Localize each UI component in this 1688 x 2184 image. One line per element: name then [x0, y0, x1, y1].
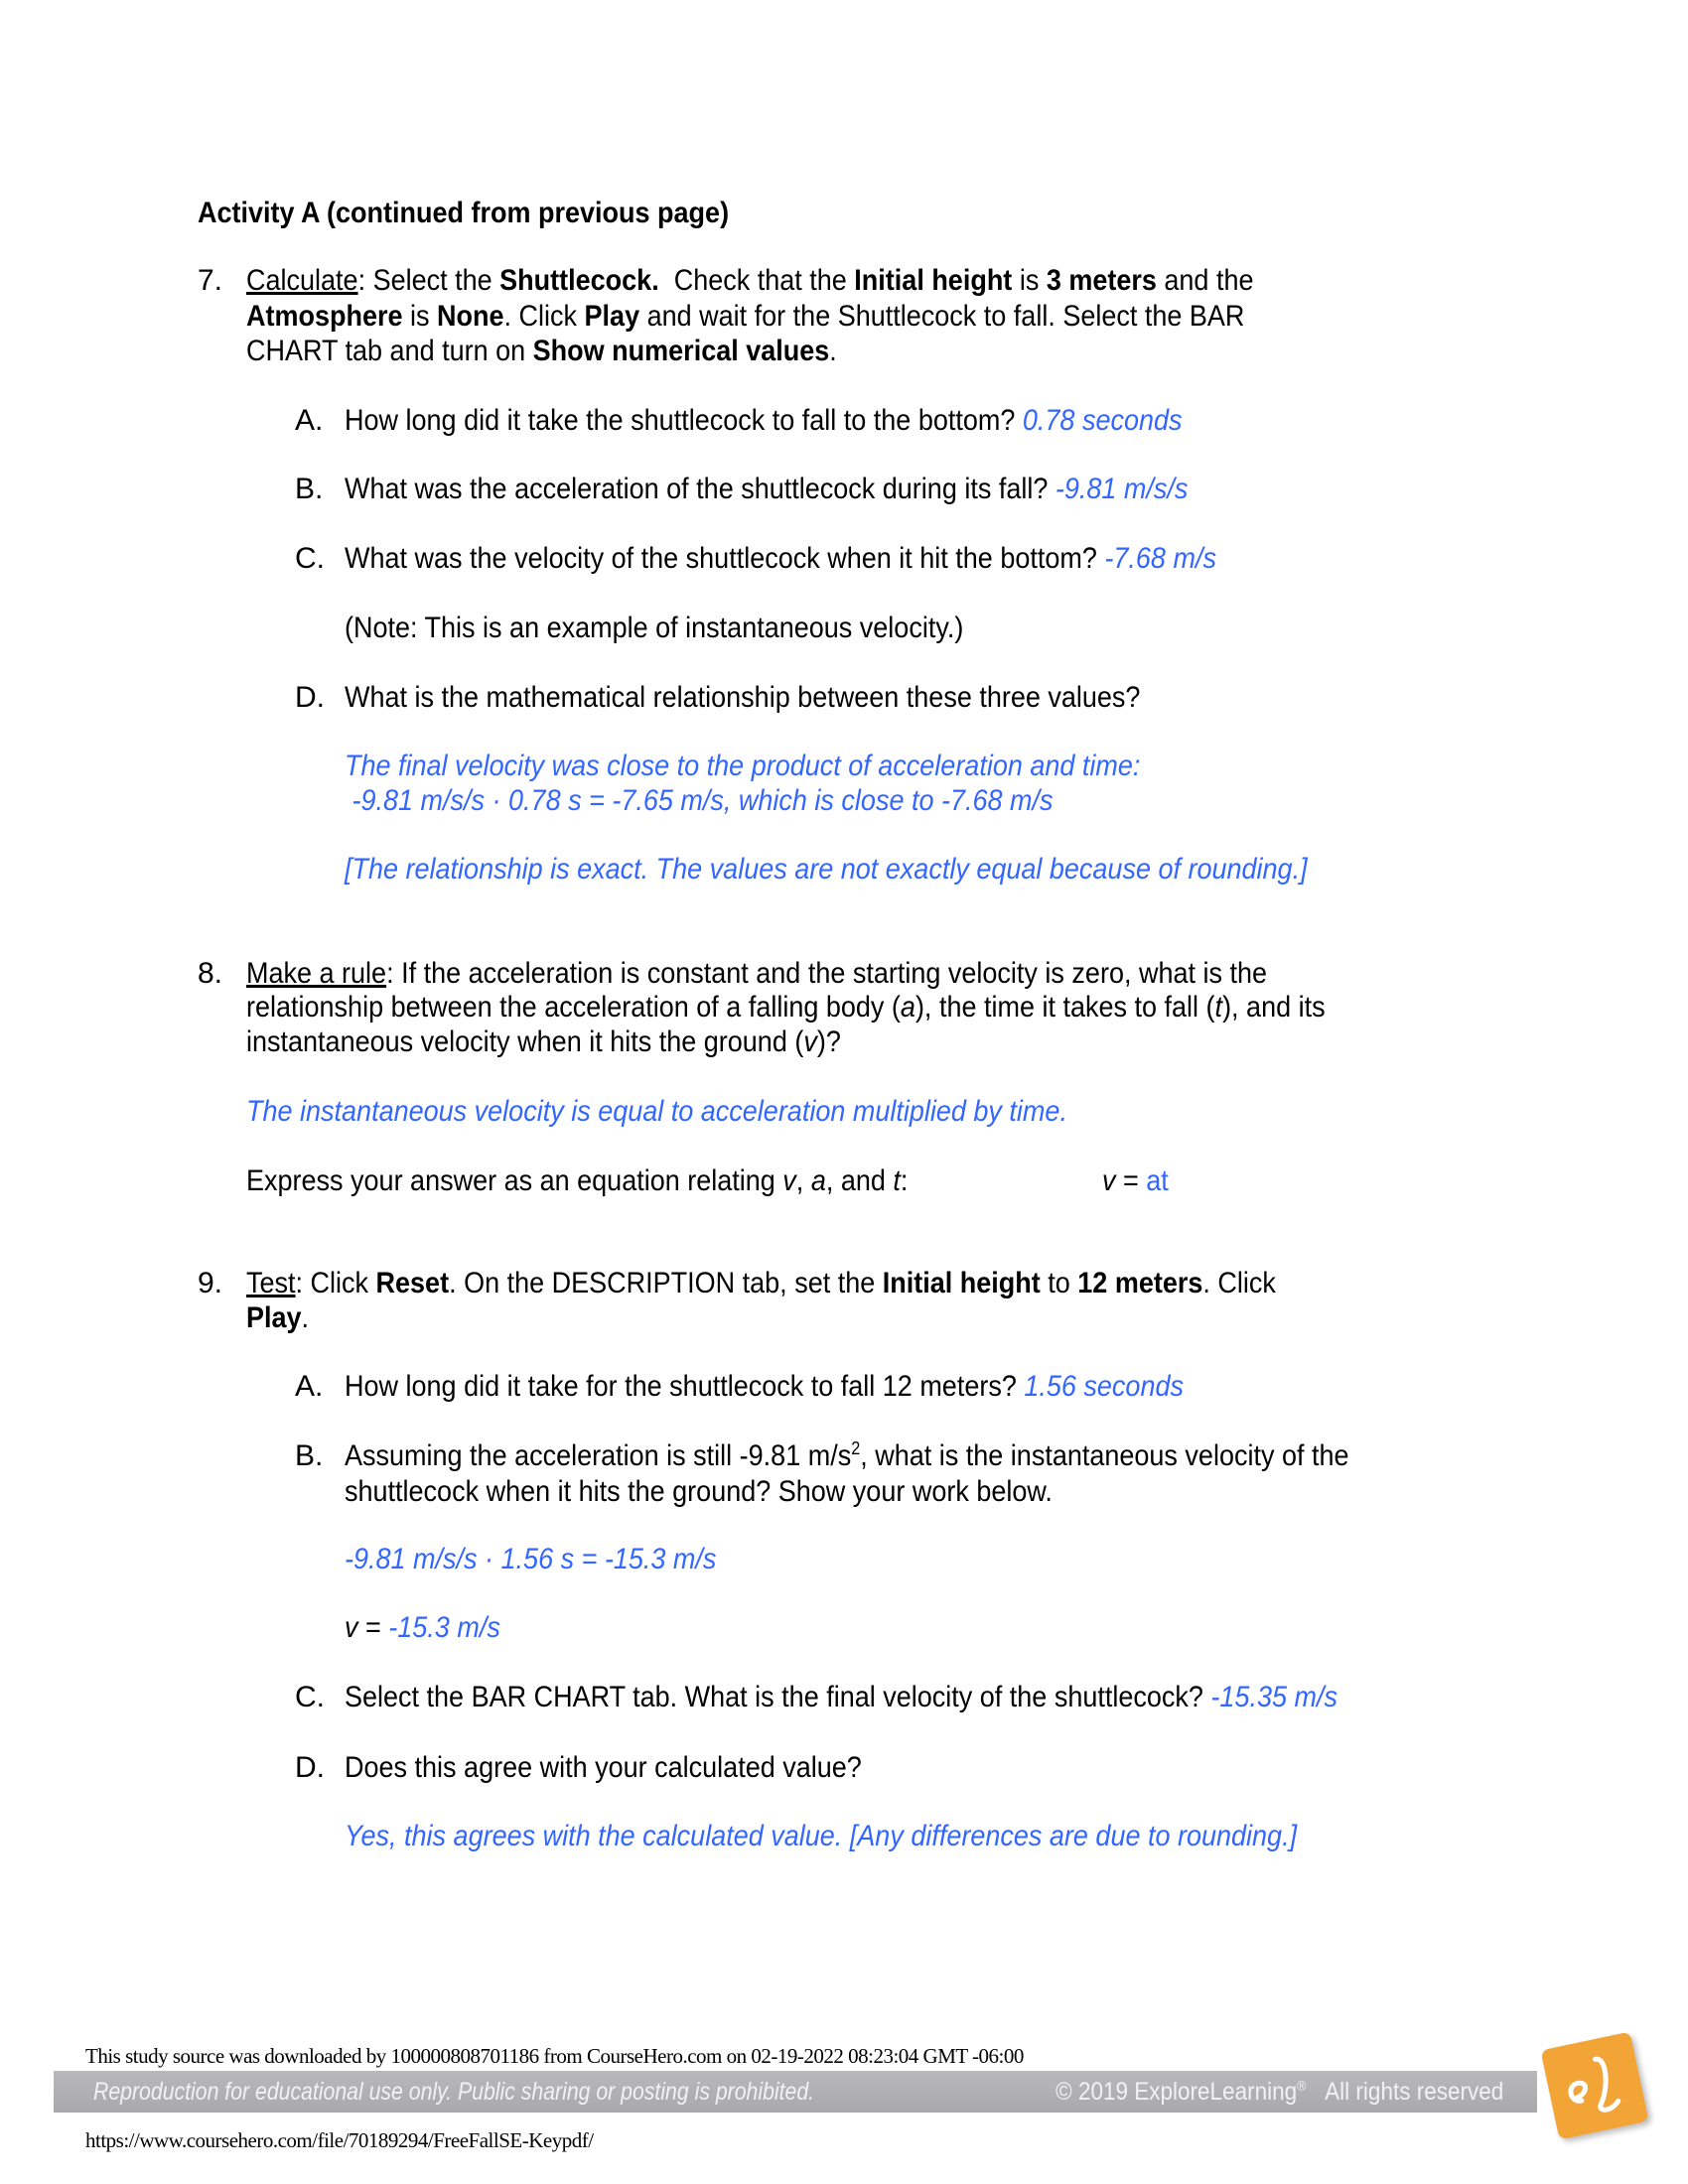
answer: 0.78 seconds — [1022, 404, 1183, 437]
answer: The final velocity was close to the product of acceleration and time: — [345, 750, 1141, 782]
q8-line2: relationship between the acceleration of a falling body (a), the time it takes to fall (t), and its — [246, 991, 1326, 1024]
page-heading: Activity A (continued from previous page) — [198, 197, 730, 229]
sub-letter: B. — [295, 473, 324, 505]
q9b-line2: shuttlecock when it hits the ground? Show your work below. — [345, 1475, 1053, 1508]
explorelearning-logo — [1540, 2031, 1648, 2139]
q9-line1: Test: Click Reset. On the DESCRIPTION tab, set the Initial height to 12 meters. Click — [246, 1267, 1276, 1299]
q9d: Does this agree with your calculated value? — [345, 1751, 862, 1784]
question-number: 7. — [198, 264, 223, 297]
sub-letter: B. — [295, 1439, 324, 1472]
sub-letter: D. — [295, 1751, 325, 1784]
q9-line2: Play. — [246, 1301, 310, 1334]
q9b-result: v = -15.3 m/s — [345, 1611, 500, 1644]
q9a: How long did it take for the shuttlecock to fall 12 meters? 1.56 seconds — [345, 1370, 1184, 1403]
q7-line1: Calculate: Select the Shuttlecock. Check that the Initial height is 3 meters and the — [246, 264, 1254, 297]
answer: -9.81 m/s/s · 1.56 s = -15.3 m/s — [345, 1543, 717, 1575]
q8-express: Express your answer as an equation relating v, a, and t: — [246, 1164, 909, 1197]
sub-letter: D. — [295, 681, 325, 714]
question-number: 8. — [198, 957, 223, 990]
q7c-note: (Note: This is an example of instantaneous velocity.) — [345, 612, 964, 644]
q7-line2: Atmosphere is None. Click Play and wait for the Shuttlecock to fall. Select the BAR — [246, 300, 1245, 333]
q7-line3: CHART tab and turn on Show numerical values. — [246, 335, 837, 367]
sub-letter: C. — [295, 1681, 325, 1713]
q9c: Select the BAR CHART tab. What is the final velocity of the shuttlecock? -15.35 m/s — [345, 1681, 1337, 1713]
q9b-line1: Assuming the acceleration is still -9.81 $m/s^2$, what is the instantaneous velocity of the — [345, 1438, 1349, 1472]
answer: -9.81 m/s/s · 0.78 s = -7.65 m/s, which is close to -7.68 m/s — [345, 784, 1054, 817]
copyright-bar — [54, 2071, 1537, 2113]
answer: -9.81 m/s/s — [1055, 473, 1189, 505]
q7c: What was the velocity of the shuttlecock when it hit the bottom? -7.68 m/s — [345, 542, 1216, 575]
answer: -15.35 m/s — [1210, 1681, 1337, 1713]
sub-letter: A. — [295, 1370, 324, 1403]
q7d: What is the mathematical relationship between these three values? — [345, 681, 1141, 714]
answer: Yes, this agrees with the calculated value. [Any differences are due to rounding.] — [345, 1820, 1298, 1852]
q7b: What was the acceleration of the shuttlecock during its fall? -9.81 m/s/s — [345, 473, 1189, 505]
q8-equation: v = at — [1102, 1164, 1169, 1197]
q8-line1: Make a rule: If the acceleration is constant and the starting velocity is zero, what is the — [246, 957, 1268, 990]
sub-letter: A. — [295, 404, 324, 437]
copyright: © 2019 ExploreLearning® All rights reserved — [1055, 2077, 1503, 2106]
answer: The instantaneous velocity is equal to acceleration multiplied by time. — [246, 1095, 1067, 1128]
logo-mark-icon — [1540, 2031, 1648, 2139]
answer: -7.68 m/s — [1104, 542, 1216, 575]
sub-letter: C. — [295, 542, 325, 575]
download-notice: This study source was downloaded by 100000808701186 from CourseHero.com on 02-19-2022 08:23:04 GMT -06:00 — [85, 2044, 1024, 2068]
source-url[interactable]: https://www.coursehero.com/file/70189294/FreeFallSE-Keypdf/ — [85, 2128, 594, 2152]
reproduction-notice: Reproduction for educational use only. Public sharing or posting is prohibited. — [93, 2078, 815, 2106]
answer: [The relationship is exact. The values are not exactly equal because of rounding.] — [345, 853, 1308, 886]
q7a: How long did it take the shuttlecock to fall to the bottom? 0.78 seconds — [345, 404, 1183, 437]
answer: 1.56 seconds — [1024, 1370, 1184, 1403]
question-number: 9. — [198, 1267, 223, 1299]
q8-line3: instantaneous velocity when it hits the ground (v)? — [246, 1025, 841, 1058]
